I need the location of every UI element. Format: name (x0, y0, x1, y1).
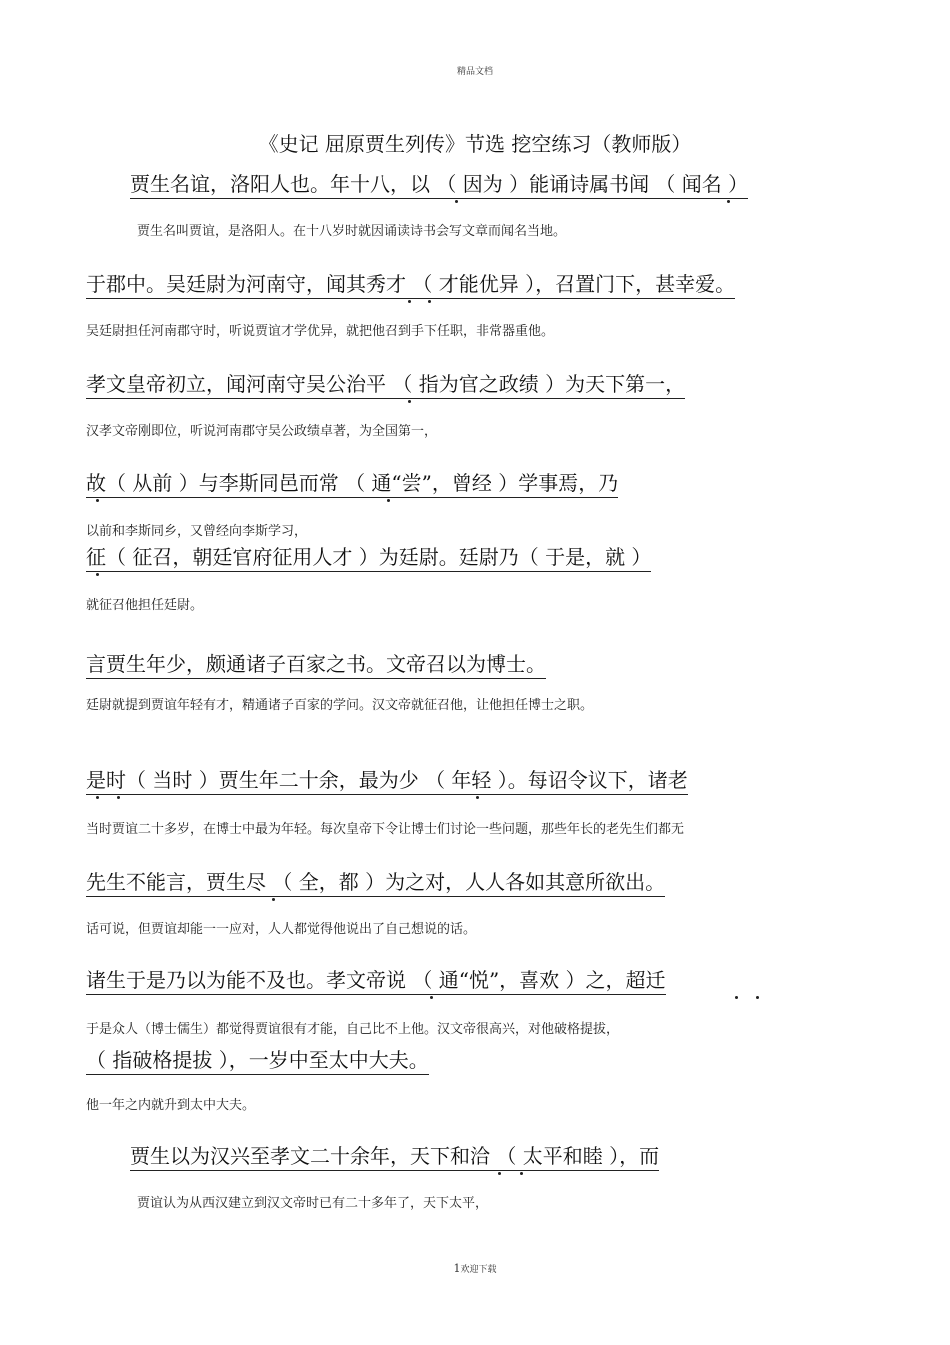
emphasis-dot (96, 499, 99, 502)
emphasis-dot (498, 1172, 501, 1175)
emphasis-dot (408, 400, 411, 403)
emphasis-dot (756, 996, 759, 999)
emphasis-dot (520, 1172, 523, 1175)
source-line-2: 于郡中。吴廷尉为河南守，闻其秀才 （ 才能优异 ），召置门下，甚幸爱。 (86, 272, 735, 299)
source-line-1: 贾生名谊，洛阳人也。年十八，以 （ 因为 ）能诵诗属书闻 （ 闻名 ） (130, 172, 748, 199)
source-line-7: 是时（ 当时 ）贾生年二十余，最为少 （ 年轻 ）。每诏令议下，诸老 (86, 768, 688, 795)
emphasis-dot (272, 898, 275, 901)
translation-line-3: 汉孝文帝刚即位，听说河南郡守吴公政绩卓著，为全国第一， (86, 424, 438, 439)
translation-line-2: 吴廷尉担任河南郡守时，听说贾谊才学优异，就把他召到手下任职，非常器重他。 (86, 324, 555, 339)
emphasis-dot (727, 200, 730, 203)
translation-line-5: 就征召他担任廷尉。 (86, 598, 204, 613)
emphasis-dot (96, 796, 99, 799)
translation-line-9: 于是众人（博士儒生）都觉得贾谊很有才能，自己比不上他。汉文帝很高兴，对他破格提拔， (86, 1022, 620, 1037)
emphasis-dot (476, 796, 479, 799)
translation-line-1: 贾生名叫贾谊，是洛阳人。在十八岁时就因诵读诗书会写文章而闻名当地。 (137, 224, 567, 239)
translation-line-7: 当时贾谊二十多岁，在博士中最为年轻。每次皇帝下令让博士们讨论一些问题，那些年长的老先生们都无 (86, 822, 685, 837)
emphasis-dot (117, 796, 120, 799)
source-line-9: 诸生于是乃以为能不及也。孝文帝说 （ 通“悦”，喜欢 ）之，超迁 (86, 968, 666, 995)
emphasis-dot (455, 200, 458, 203)
page-header: 精品文档 (456, 67, 493, 77)
translation-line-10: 他一年之内就升到太中大夫。 (86, 1098, 256, 1113)
translation-line-11: 贾谊认为从西汉建立到汉文帝时已有二十多年了，天下太平， (137, 1196, 489, 1211)
footer-text: 欢迎下载 (460, 1265, 497, 1275)
page-number: 1 (453, 1262, 461, 1275)
translation-line-8: 话可说，但贾谊却能一一应对，人人都觉得他说出了自己想说的话。 (86, 922, 477, 937)
source-line-8: 先生不能言，贾生尽 （ 全，都 ）为之对，人人各如其意所欲出。 (86, 870, 665, 897)
source-line-10: （ 指破格提拔 ），一岁中至太中大夫。 (86, 1048, 429, 1075)
document-title: 《史记 屈原贾生列传》节选 挖空练习（教师版） (258, 132, 692, 156)
emphasis-dot (735, 996, 738, 999)
emphasis-dot (96, 573, 99, 576)
source-line-3: 孝文皇帝初立，闻河南守吴公治平 （ 指为官之政绩 ）为天下第一， (86, 372, 685, 399)
source-line-6: 言贾生年少，颇通诸子百家之书。文帝召以为博士。 (86, 652, 546, 679)
emphasis-dot (428, 300, 431, 303)
source-line-5: 征（ 征召，朝廷官府征用人才 ）为廷尉。廷尉乃（ 于是，就 ） (86, 545, 651, 572)
translation-line-4: 以前和李斯同乡，又曾经向李斯学习， (86, 524, 308, 539)
source-line-11: 贾生以为汉兴至孝文二十余年，天下和洽 （ 太平和睦 ），而 (130, 1144, 659, 1171)
page-footer (0, 1262, 950, 1275)
emphasis-dot (387, 499, 390, 502)
source-line-4: 故（ 从前 ）与李斯同邑而常 （ 通“尝”，曾经 ）学事焉，乃 (86, 471, 618, 498)
emphasis-dot (430, 996, 433, 999)
translation-line-6: 廷尉就提到贾谊年轻有才，精通诸子百家的学问。汉文帝就征召他，让他担任博士之职。 (86, 698, 594, 713)
emphasis-dot (408, 300, 411, 303)
